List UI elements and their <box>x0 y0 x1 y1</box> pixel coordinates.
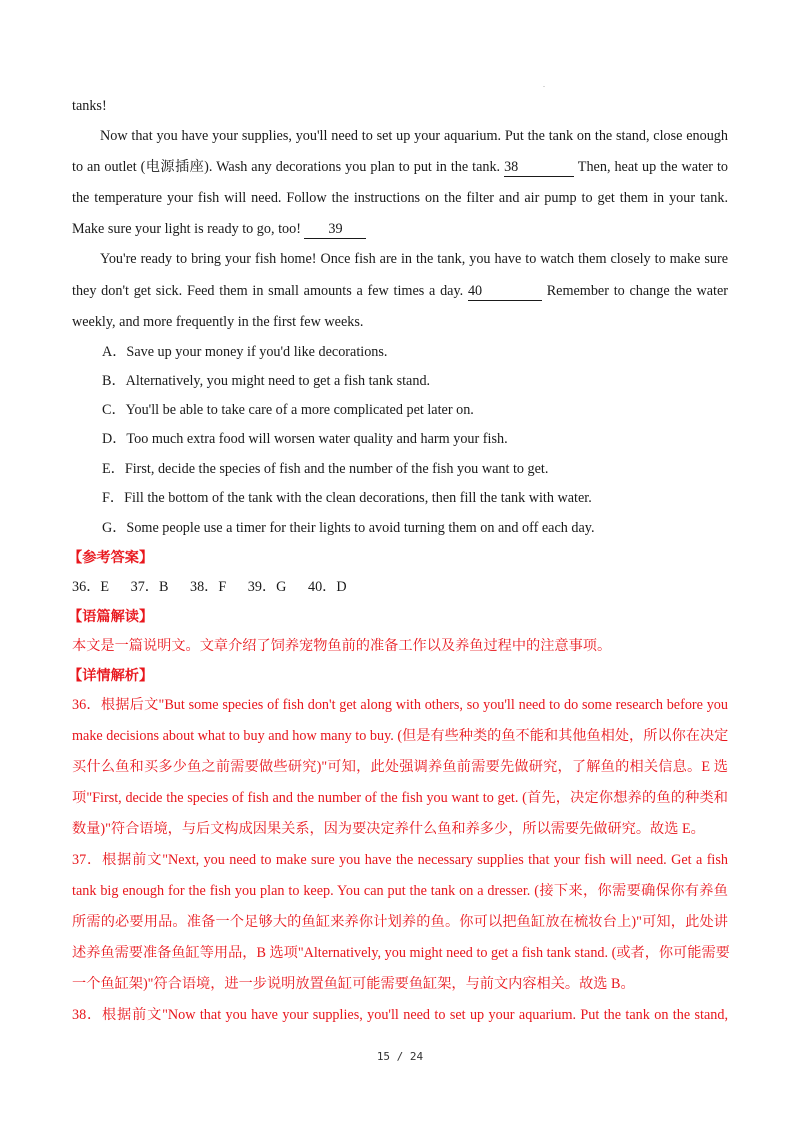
blank-39: 39 <box>304 221 366 239</box>
option-f: F．Fill the bottom of the tank with the clean decorations, then fill the tank with water. <box>102 490 592 506</box>
passage-line: weekly, and more frequently in the first few weeks. <box>72 314 364 330</box>
passage-line: they don't get sick. Feed them in small amounts a few times a day. 40 Remember to change the water <box>72 283 728 299</box>
answer-header: 【参考答案】 <box>68 550 154 566</box>
blank-38: 38 <box>504 159 574 177</box>
analysis-line: 述养鱼需要准备鱼缸等用品，B 选项"Alternatively, you might need to get a fish tank stand. (或者，你可能需要 <box>72 945 730 961</box>
option-a: A．Save up your money if you'd like decorations. <box>102 344 388 360</box>
answer-37: 37．B <box>130 579 169 595</box>
detail-header: 【详情解析】 <box>68 668 154 684</box>
reading-header: 【语篇解读】 <box>68 609 154 625</box>
passage-line: Now that you have your supplies, you'll need to set up your aquarium. Put the tank on the stand, close enough <box>100 128 728 144</box>
passage-line: to an outlet (电源插座). Wash any decorations you plan to put in the tank. 38 Then, heat up the water to <box>72 159 729 175</box>
analysis-line: 数量)"符合语境，与后文构成因果关系，因为要决定养什么鱼和养多少，所以需要先做研究。故选 E。 <box>72 821 705 837</box>
passage-line: Make sure your light is ready to go, too! 39 <box>72 219 728 239</box>
option-e: E．First, decide the species of fish and the number of the fish you want to get. <box>102 461 549 477</box>
passage-line: You're ready to bring your fish home! Once fish are in the tank, you have to watch them closely to make sure <box>100 251 728 267</box>
analysis-line: 一个鱼缸架)"符合语境，进一步说明放置鱼缸可能需要鱼缸架，与前文内容相关。故选 B。 <box>72 976 635 992</box>
reading-text: 本文是一篇说明文。文章介绍了饲养宠物鱼前的准备工作以及养鱼过程中的注意事项。 <box>72 638 612 654</box>
page-number: 15 / 24 <box>376 1050 424 1063</box>
option-g: G．Some people use a timer for their lights to avoid turning them on and off each day. <box>102 520 595 536</box>
passage-line: tanks! <box>72 98 107 114</box>
answer-38: 38．F <box>189 579 227 595</box>
option-b: B．Alternatively, you might need to get a fish tank stand. <box>102 373 431 389</box>
analysis-line: 36．根据后文"But some species of fish don't get along with others, so you'll need to do some research before you <box>72 697 728 713</box>
option-c: C．You'll be able to take care of a more complicated pet later on. <box>102 402 474 418</box>
answer-36: 36．E <box>72 579 110 595</box>
analysis-line: make decisions about what to buy and how many to buy. (但是有些种类的鱼不能和其他鱼相处，所以你在决定 <box>72 728 729 744</box>
analysis-line: 所需的必要用品。准备一个足够大的鱼缸来养你计划养的鱼。你可以把鱼缸放在梳妆台上)"可知，此处讲 <box>72 914 728 930</box>
analysis-line: 38．根据前文"Now that you have your supplies, you'll need to set up your aquarium. Put the tank on the stand, <box>72 1007 728 1023</box>
analysis-line: 37．根据前文"Next, you need to make sure you have the necessary supplies that your fish will need. Get a fish <box>72 852 728 868</box>
answer-list <box>72 577 728 597</box>
passage-line: the temperature your fish will need. Follow the instructions on the filter and air pump to get them in your tank. <box>72 190 728 206</box>
analysis-line: 买什么鱼和买多少鱼之前需要做些研究)"可知，此处强调养鱼前需要先做研究，了解鱼的相关信息。E 选 <box>72 759 728 775</box>
answer-39: 39．G <box>247 579 287 595</box>
option-d: D．Too much extra food will worsen water quality and harm your fish. <box>102 431 508 447</box>
blank-40: 40 <box>468 283 542 301</box>
analysis-line: 项"First, decide the species of fish and the number of the fish you want to get. (首先，决定你想养的鱼的种类和 <box>72 790 728 806</box>
analysis-line: tank big enough for the fish you plan to keep. You can put the tank on a dresser. (接下来，你需要确保你有养鱼 <box>72 883 728 899</box>
stray-mark: . <box>543 80 545 89</box>
answer-40: 40．D <box>307 579 347 595</box>
